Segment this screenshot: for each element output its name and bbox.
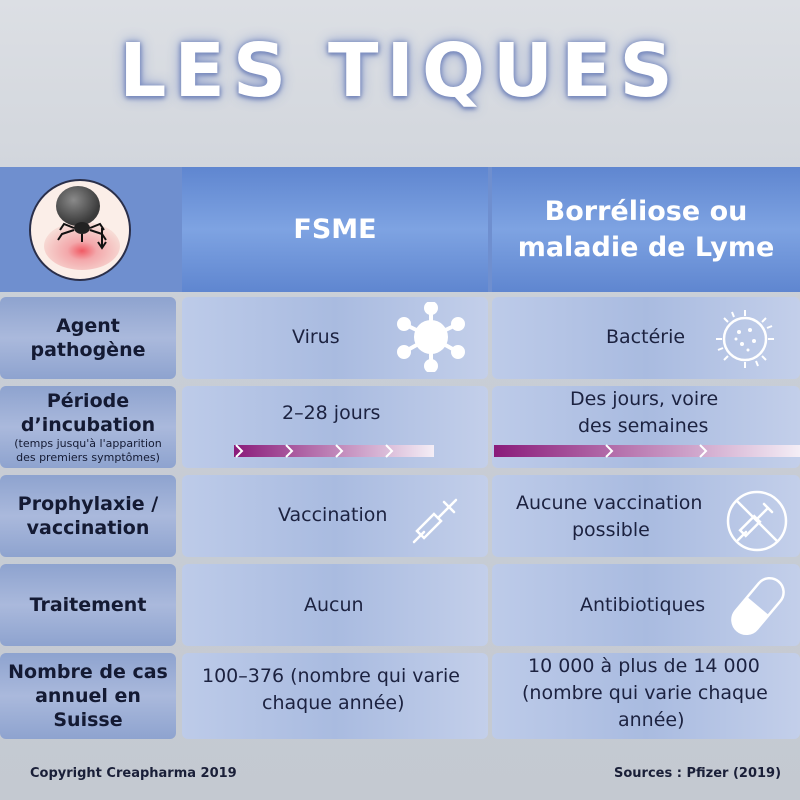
- cell-text: Virus: [292, 326, 340, 348]
- row-label-line: Période: [46, 390, 130, 412]
- row-label-line: Nombre de cas: [8, 661, 168, 683]
- bacteria-icon: [712, 306, 778, 372]
- cell-text: année): [618, 709, 685, 731]
- cell-text: Aucun: [304, 594, 364, 616]
- sources-text: Sources : Pfizer (2019): [614, 766, 782, 781]
- page-title: LES TIQUES: [119, 28, 681, 114]
- copyright-text: Copyright Creapharma 2019: [30, 766, 237, 781]
- cell-text: (nombre qui varie chaque: [522, 682, 768, 704]
- row-label-note: (temps jusqu'à l'apparition: [14, 437, 162, 450]
- tick-illustration: [28, 178, 132, 282]
- header-lyme-line1: Borréliose ou: [544, 195, 748, 227]
- virus-icon: [396, 302, 466, 372]
- row-label-note: des premiers symptômes): [16, 451, 160, 464]
- row-label-line: d’incubation: [20, 414, 156, 436]
- cell-text: possible: [572, 519, 650, 541]
- cell-text: Des jours, voire: [570, 388, 719, 410]
- row-label-line: annuel en Suisse: [35, 685, 141, 731]
- no-vaccination-icon: [724, 488, 790, 554]
- cell-text: 100–376 (nombre qui varie: [202, 665, 460, 687]
- cell-fsme-cases: [182, 653, 488, 739]
- row-label-agent: [0, 297, 176, 379]
- syringe-icon: [410, 494, 462, 546]
- row-label-cases: [0, 653, 176, 739]
- cell-fsme-incubation: [182, 386, 488, 468]
- header-fsme-label: FSME: [293, 213, 377, 245]
- cell-text: Vaccination: [278, 504, 388, 526]
- row-label-line: pathogène: [30, 339, 146, 361]
- cell-text: Antibiotiques: [580, 594, 706, 616]
- row-label-line: Agent: [56, 315, 120, 337]
- cell-text: 2–28 jours: [282, 402, 381, 424]
- header-fsme: [182, 167, 488, 292]
- incubation-bar-lyme: [494, 444, 800, 458]
- row-label-line: Prophylaxie /: [17, 493, 159, 515]
- cell-text: 10 000 à plus de 14 000: [528, 655, 760, 677]
- header-lyme-line2: maladie de Lyme: [517, 231, 775, 263]
- cell-text: Aucune vaccination: [516, 492, 703, 514]
- cell-text: Bactérie: [606, 326, 686, 348]
- row-label-treatment: [0, 564, 176, 646]
- row-label-incubation: [0, 386, 176, 468]
- row-label-prophylaxis: [0, 475, 176, 557]
- tick-icon: [28, 178, 132, 282]
- cell-text: des semaines: [578, 415, 709, 437]
- incubation-bar-fsme: [234, 444, 434, 458]
- row-label-line: vaccination: [26, 517, 150, 539]
- cell-lyme-cases: [492, 653, 800, 739]
- row-label-line: Traitement: [29, 594, 147, 616]
- cell-text: chaque année): [262, 692, 405, 714]
- header-lyme: [492, 167, 800, 292]
- cell-lyme-incubation: [492, 386, 800, 468]
- cell-fsme-treatment: [182, 564, 488, 646]
- capsule-icon: [720, 568, 796, 644]
